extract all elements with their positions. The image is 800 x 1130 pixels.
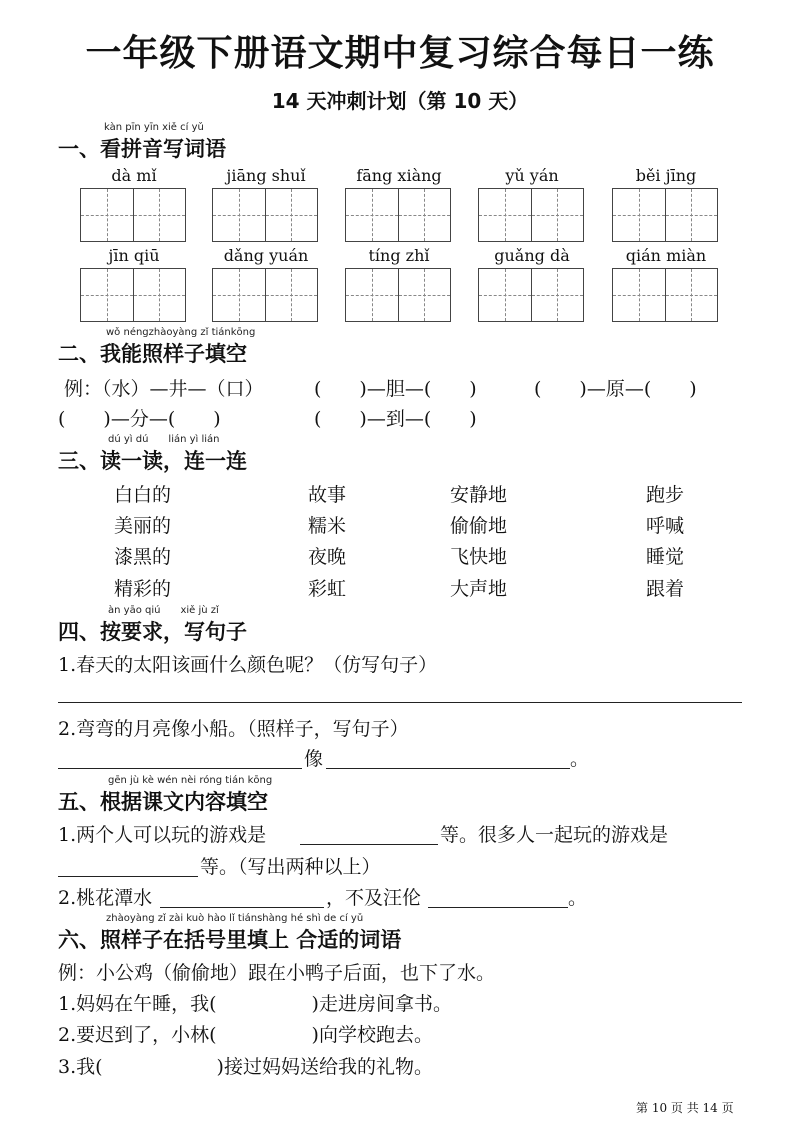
period-text: 。 xyxy=(568,887,588,909)
match-word: 糯米 xyxy=(308,515,347,537)
fill-item[interactable]: ( )—胆—( ) xyxy=(314,378,477,400)
page-number: 第 10 页 共 14 页 xyxy=(636,1101,734,1115)
section-2-title: 二、我能照样子填空 xyxy=(58,342,247,366)
pinyin-label: běi jīng xyxy=(635,166,697,185)
writing-grid[interactable] xyxy=(612,268,718,322)
pinyin-label: guǎng dà xyxy=(494,246,570,265)
question-text: 2.桃花潭水 xyxy=(58,887,153,909)
match-word: 白白的 xyxy=(114,484,172,506)
writing-grid[interactable] xyxy=(345,268,451,322)
match-word: 故事 xyxy=(308,484,347,506)
writing-grid[interactable] xyxy=(478,268,584,322)
answer-line[interactable] xyxy=(58,702,742,703)
question-text[interactable]: 3.我( )接过妈妈送给我的礼物。 xyxy=(58,1056,433,1078)
answer-line[interactable] xyxy=(160,907,324,908)
page-subtitle: 14 天冲刺计划（第 10 天） xyxy=(271,89,529,113)
answer-line[interactable] xyxy=(326,768,570,769)
match-word: 飞快地 xyxy=(450,546,508,568)
pinyin-label: qián miàn xyxy=(625,246,707,265)
writing-grid[interactable] xyxy=(80,188,186,242)
match-word: 美丽的 xyxy=(114,515,172,537)
section-4-pinyin: àn yāo qiú xiě jù zǐ xyxy=(108,605,219,616)
match-word: 安静地 xyxy=(450,484,508,506)
question-text: 1.春天的太阳该画什么颜色呢？（仿写句子） xyxy=(58,654,438,676)
section-1-title: 一、看拼音写词语 xyxy=(58,137,226,161)
answer-line[interactable] xyxy=(300,844,438,845)
pinyin-label: dà mǐ xyxy=(111,166,157,185)
match-word: 大声地 xyxy=(450,578,508,600)
match-word: 彩虹 xyxy=(308,578,347,600)
section-2-pinyin: wǒ néngzhàoyàng zǐ tiánkōng xyxy=(106,327,256,338)
example-text: 例：小公鸡（偷偷地）跟在小鸭子后面，也下了水。 xyxy=(58,962,496,984)
pinyin-label: tíng zhǐ xyxy=(368,246,430,265)
match-word: 跑步 xyxy=(646,484,685,506)
question-text: 等。（写出两种以上） xyxy=(200,856,381,878)
section-6-title: 六、照样子在括号里填上 合适的词语 xyxy=(58,928,402,952)
section-3-title: 三、读一读，连一连 xyxy=(58,449,247,473)
question-text[interactable]: 2.要迟到了，小林( )向学校跑去。 xyxy=(58,1024,433,1046)
pinyin-label: fāng xiàng xyxy=(356,166,442,185)
match-word: 睡觉 xyxy=(646,546,685,568)
fill-item[interactable]: ( )—到—( ) xyxy=(314,408,477,430)
pinyin-label: yǔ yán xyxy=(505,166,559,185)
period-text: 。 xyxy=(570,748,590,770)
match-word: 精彩的 xyxy=(114,578,172,600)
writing-grid[interactable] xyxy=(612,188,718,242)
answer-line[interactable] xyxy=(58,768,302,769)
match-word: 夜晚 xyxy=(308,546,347,568)
pinyin-label: jiāng shuǐ xyxy=(226,166,306,185)
pinyin-label: jīn qiū xyxy=(108,246,160,265)
question-text: 1.两个人可以玩的游戏是 xyxy=(58,824,267,846)
match-word: 呼喊 xyxy=(646,515,685,537)
writing-grid[interactable] xyxy=(478,188,584,242)
question-text: 2.弯弯的月亮像小船。（照样子，写句子） xyxy=(58,718,409,740)
answer-line[interactable] xyxy=(428,907,568,908)
section-1-pinyin: kàn pīn yīn xiě cí yǔ xyxy=(104,122,204,133)
pinyin-label: dǎng yuán xyxy=(223,246,309,265)
section-5-pinyin: gēn jù kè wén nèi róng tián kōng xyxy=(108,775,273,786)
match-word: 偷偷地 xyxy=(450,515,508,537)
section-6-pinyin: zhàoyàng zǐ zài kuò hào lǐ tiánshàng hé shì de cí yǔ xyxy=(106,913,364,924)
section-4-title: 四、按要求，写句子 xyxy=(58,620,247,644)
question-text[interactable]: 1.妈妈在午睡，我( )走进房间拿书。 xyxy=(58,993,452,1015)
writing-grid[interactable] xyxy=(80,268,186,322)
fill-item[interactable]: ( )—原—( ) xyxy=(534,378,697,400)
question-text: ，不及汪伦 xyxy=(326,887,422,909)
match-word: 漆黑的 xyxy=(114,546,172,568)
page-title: 一年级下册语文期中复习综合每日一练 xyxy=(85,33,715,74)
connector-text: 像 xyxy=(304,748,324,770)
writing-grid[interactable] xyxy=(345,188,451,242)
example-text: 例：（水）—井—（口） xyxy=(64,378,264,400)
fill-item[interactable]: ( )—分—( ) xyxy=(58,408,221,430)
answer-line[interactable] xyxy=(58,876,198,877)
question-text: 等。很多人一起玩的游戏是 xyxy=(440,824,669,846)
section-5-title: 五、根据课文内容填空 xyxy=(58,790,268,814)
writing-grid[interactable] xyxy=(212,268,318,322)
match-word: 跟着 xyxy=(646,578,685,600)
section-3-pinyin: dú yì dú lián yì lián xyxy=(108,434,220,445)
writing-grid[interactable] xyxy=(212,188,318,242)
